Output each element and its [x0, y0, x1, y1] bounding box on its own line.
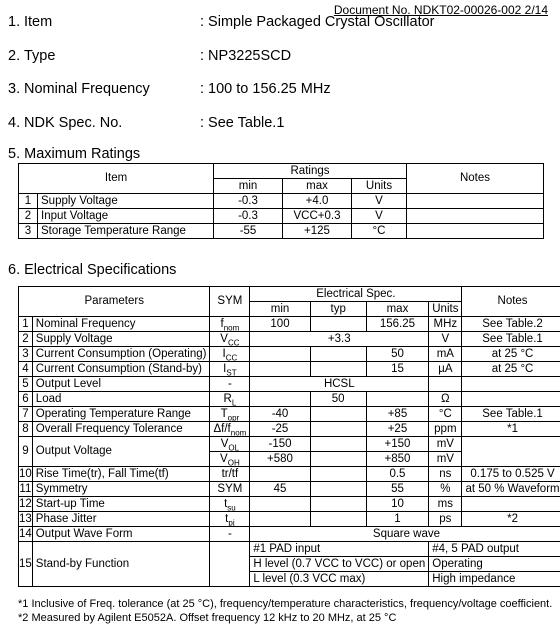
- sym-subscript: nom: [223, 322, 240, 332]
- typ-cell: [310, 497, 366, 512]
- standby-output-cell: Operating: [429, 557, 560, 572]
- row-number: 4: [19, 362, 33, 377]
- sym-subscript: opr: [227, 412, 240, 422]
- frequency-row: [8, 81, 331, 97]
- spec-no-row: [8, 115, 285, 131]
- sym-cell: -: [210, 527, 250, 542]
- item-row: [8, 14, 435, 30]
- item-label: Nominal Frequency: [24, 81, 150, 97]
- sym-cell: [210, 347, 250, 362]
- table-row: [19, 482, 560, 497]
- notes-cell: [462, 497, 560, 512]
- parameter-cell: Nominal Frequency: [32, 317, 210, 332]
- units-cell: ns: [429, 467, 462, 482]
- parameter-cell: Current Consumption (Stand-by): [32, 362, 210, 377]
- units-cell: mV: [429, 437, 462, 452]
- notes-cell: at 50 % Waveform: [462, 482, 560, 497]
- header-parameters: Parameters: [19, 287, 210, 317]
- parameter-cell: Output Wave Form: [32, 527, 210, 542]
- notes-cell: at 25 °C: [462, 362, 560, 377]
- row-number: 5: [19, 377, 33, 392]
- standby-input-cell: L level (0.3 VCC max): [250, 572, 429, 587]
- item-value: : See Table.1: [200, 115, 285, 131]
- typ-cell: [310, 407, 366, 422]
- sym-cell: tr/tf: [210, 467, 250, 482]
- sym-cell: [210, 317, 250, 332]
- notes-cell: 0.175 to 0.525 V: [462, 467, 560, 482]
- row-number: 3: [19, 347, 33, 362]
- sym-cell: [210, 362, 250, 377]
- sym-subscript: ST: [226, 367, 237, 377]
- row-number: 6: [19, 392, 33, 407]
- table-row: [19, 332, 560, 347]
- document-number: Document No. NDKT02-00026-002 2/14: [333, 3, 548, 17]
- min-cell: -25: [250, 422, 310, 437]
- parameter-cell: Rise Time(tr), Fall Time(tf): [32, 467, 210, 482]
- units-cell: °C: [429, 407, 462, 422]
- value-cell: HCSL: [250, 377, 429, 392]
- sym-cell: -: [210, 377, 250, 392]
- units-cell: mA: [429, 347, 462, 362]
- table-row: [19, 194, 544, 209]
- row-number: 3: [19, 224, 38, 239]
- table-row: [19, 317, 560, 332]
- header-max: max: [283, 179, 352, 194]
- row-number: 2: [19, 332, 33, 347]
- sym-text: I: [222, 347, 226, 360]
- sym-subscript: CC: [227, 337, 240, 347]
- units-cell: mV: [429, 452, 462, 467]
- max-cell: 15: [366, 362, 429, 377]
- units-cell: V: [429, 332, 462, 347]
- max-cell: +850: [366, 452, 429, 467]
- item-cell: Storage Temperature Range: [38, 224, 214, 239]
- footnote-2: *2 Measured by Agilent E5052A. Offset frequency 12 kHz to 20 MHz, at 25 °C: [18, 612, 397, 624]
- item-number: 2.: [8, 48, 21, 64]
- table-row: [19, 209, 544, 224]
- max-ratings-table: [18, 163, 544, 239]
- sym-subscript: CC: [225, 352, 238, 362]
- min-cell: -40: [250, 407, 310, 422]
- row-number: 1: [19, 194, 38, 209]
- sym-subscript: OL: [228, 442, 240, 452]
- header-notes: Notes: [407, 164, 544, 194]
- sym-cell: [210, 392, 250, 407]
- row-number: 7: [19, 407, 33, 422]
- typ-cell: [310, 317, 366, 332]
- row-number: 9: [19, 437, 33, 467]
- parameter-cell: Load: [32, 392, 210, 407]
- value-cell: Square wave: [250, 527, 560, 542]
- sym-cell: SYM: [210, 482, 250, 497]
- parameter-cell: Overall Frequency Tolerance: [32, 422, 210, 437]
- row-number: 13: [19, 512, 32, 525]
- row-number: 11: [19, 482, 32, 495]
- max-cell: +4.0: [283, 194, 352, 209]
- units-cell: V: [352, 194, 407, 209]
- typ-cell: [310, 467, 366, 482]
- max-cell: +25: [366, 422, 429, 437]
- value-cell: +3.3: [250, 332, 429, 347]
- sym-cell: [210, 407, 250, 422]
- max-cell: +85: [366, 407, 429, 422]
- parameter-cell: Output Level: [32, 377, 210, 392]
- row-number: 14: [19, 527, 32, 540]
- min-cell: [250, 392, 310, 407]
- min-cell: 45: [250, 482, 310, 497]
- units-cell: V: [352, 209, 407, 224]
- sym-text: V: [220, 332, 228, 345]
- min-cell: [250, 512, 310, 527]
- typ-cell: 50: [310, 392, 366, 407]
- item-label: NDK Spec. No.: [24, 115, 123, 131]
- table-row: [19, 362, 560, 377]
- units-cell: MHz: [429, 317, 462, 332]
- sym-cell: [210, 542, 250, 587]
- max-cell: 55: [366, 482, 429, 497]
- sym-text: V: [220, 437, 229, 450]
- max-cell: 0.5: [366, 467, 429, 482]
- notes-cell: [462, 392, 560, 407]
- parameter-cell: Current Consumption (Operating): [32, 347, 210, 362]
- header-max: max: [366, 302, 429, 317]
- table-row: [19, 512, 560, 527]
- row-number: 15: [19, 542, 33, 587]
- notes-cell: [462, 437, 560, 467]
- sym-cell: [210, 497, 250, 512]
- notes-cell: [407, 224, 544, 239]
- sym-cell: [210, 422, 250, 437]
- sym-subscript: nom: [230, 427, 247, 437]
- units-cell: %: [429, 482, 462, 497]
- table-row: [19, 422, 560, 437]
- min-cell: [250, 497, 310, 512]
- typ-cell: [310, 512, 366, 527]
- header-notes: Notes: [462, 287, 560, 317]
- item-number: 1.: [8, 14, 21, 30]
- min-cell: -150: [250, 437, 310, 452]
- notes-cell: See Table.2: [462, 317, 560, 332]
- units-cell: ppm: [429, 422, 462, 437]
- table-row: [19, 527, 560, 542]
- row-number: 10: [19, 467, 32, 480]
- min-cell: -0.3: [214, 194, 283, 209]
- type-row: [8, 48, 292, 64]
- header-units: Units: [429, 302, 462, 317]
- item-number: 3.: [8, 81, 21, 97]
- units-cell: ms: [429, 497, 462, 512]
- notes-cell: *2: [462, 512, 560, 527]
- table-row: [19, 437, 560, 452]
- notes-cell: See Table.1: [462, 332, 560, 347]
- header-typ: typ: [310, 302, 366, 317]
- sym-subscript: OH: [227, 457, 240, 467]
- min-cell: 100: [250, 317, 310, 332]
- row-number: 12: [19, 497, 32, 510]
- sym-text: V: [220, 452, 228, 465]
- sym-cell: [210, 332, 250, 347]
- typ-cell: [310, 347, 366, 362]
- sym-subscript: pj: [228, 517, 235, 527]
- header-min: min: [250, 302, 310, 317]
- table-row: [19, 224, 544, 239]
- notes-cell: [407, 209, 544, 224]
- table-row: [19, 407, 560, 422]
- units-cell: [429, 377, 462, 392]
- units-cell: ps: [429, 512, 462, 527]
- sym-cell: [210, 437, 250, 452]
- min-cell: [250, 347, 310, 362]
- electrical-spec-table: [18, 286, 560, 587]
- max-cell: [366, 392, 429, 407]
- max-cell: 1: [366, 512, 429, 527]
- sym-text: T: [220, 407, 228, 420]
- max-cell: 10: [366, 497, 429, 512]
- max-cell: 156.25: [366, 317, 429, 332]
- sym-subscript: L: [231, 397, 237, 407]
- notes-cell: [462, 377, 560, 392]
- min-cell: -55: [214, 224, 283, 239]
- max-cell: VCC+0.3: [283, 209, 352, 224]
- header-item: Item: [19, 164, 214, 194]
- min-cell: [250, 362, 310, 377]
- parameter-cell: Phase Jitter: [32, 512, 210, 527]
- parameter-cell: Supply Voltage: [32, 332, 210, 347]
- standby-input-cell: #1 PAD input: [250, 542, 429, 557]
- min-cell: +580: [250, 452, 310, 467]
- typ-cell: [310, 422, 366, 437]
- footnote-1: *1 Inclusive of Freq. tolerance (at 25 °C), frequency/temperature characteristics, frequency/voltage coefficient.: [18, 598, 553, 610]
- section-heading-max-ratings: 5. Maximum Ratings: [8, 146, 141, 162]
- typ-cell: [310, 437, 366, 452]
- table-row: [19, 467, 560, 482]
- sym-text: Δf/f: [213, 422, 231, 435]
- parameter-cell: Operating Temperature Range: [32, 407, 210, 422]
- table-row: [19, 542, 560, 557]
- units-cell: Ω: [429, 392, 462, 407]
- sym-subscript: su: [227, 502, 236, 512]
- table-row: [19, 392, 560, 407]
- units-cell: °C: [352, 224, 407, 239]
- table-row: [19, 377, 560, 392]
- units-cell: µA: [429, 362, 462, 377]
- max-cell: 50: [366, 347, 429, 362]
- parameter-cell: Symmetry: [32, 482, 210, 497]
- table-row: [19, 347, 560, 362]
- notes-cell: [407, 194, 544, 209]
- item-cell: Input Voltage: [38, 209, 214, 224]
- sym-text: f: [220, 317, 224, 330]
- sym-text: R: [223, 392, 232, 405]
- sym-cell: [210, 452, 250, 467]
- row-number: 1: [19, 317, 33, 332]
- item-cell: Supply Voltage: [38, 194, 214, 209]
- item-value: : 100 to 156.25 MHz: [200, 81, 331, 97]
- standby-output-cell: High impedance: [429, 572, 560, 587]
- parameter-cell: Start-up Time: [32, 497, 210, 512]
- parameter-cell: Output Voltage: [32, 437, 210, 467]
- notes-cell: See Table.1: [462, 407, 560, 422]
- sym-text: t: [225, 512, 229, 525]
- max-cell: +150: [366, 437, 429, 452]
- typ-cell: [310, 362, 366, 377]
- parameter-cell: Stand-by Function: [32, 542, 210, 587]
- item-label: Type: [24, 48, 56, 64]
- min-cell: -0.3: [214, 209, 283, 224]
- row-number: 8: [19, 422, 33, 437]
- min-cell: [250, 467, 310, 482]
- header-min: min: [214, 179, 283, 194]
- sym-cell: [210, 512, 250, 527]
- item-number: 4.: [8, 115, 21, 131]
- standby-output-cell: #4, 5 PAD output: [429, 542, 560, 557]
- header-electrical-spec: Electrical Spec.: [250, 287, 462, 302]
- sym-text: t: [224, 497, 228, 510]
- section-heading-electrical: 6. Electrical Specifications: [8, 262, 177, 278]
- sym-text: I: [223, 362, 227, 375]
- header-units: Units: [352, 179, 407, 194]
- header-sym: SYM: [210, 287, 250, 317]
- typ-cell: [310, 452, 366, 467]
- item-value: : NP3225SCD: [200, 48, 292, 64]
- max-cell: +125: [283, 224, 352, 239]
- typ-cell: [310, 482, 366, 497]
- row-number: 2: [19, 209, 38, 224]
- notes-cell: *1: [462, 422, 560, 437]
- notes-cell: at 25 °C: [462, 347, 560, 362]
- header-ratings: Ratings: [214, 164, 407, 179]
- standby-input-cell: H level (0.7 VCC to VCC) or open: [250, 557, 429, 572]
- item-label: Item: [24, 14, 53, 30]
- table-row: [19, 497, 560, 512]
- item-value: : Simple Packaged Crystal Oscillator: [200, 14, 435, 30]
